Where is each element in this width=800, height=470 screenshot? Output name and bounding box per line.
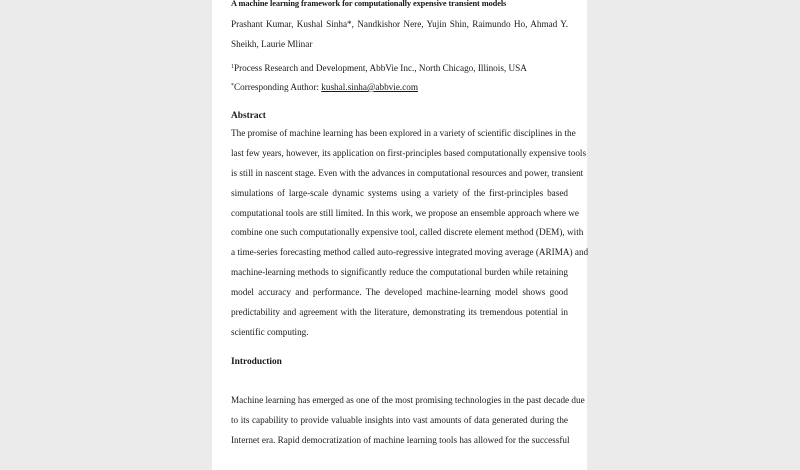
abstract-line: is still in nascent stage. Even with the advances in computational resources and power, transient	[231, 167, 584, 178]
paper-title: A machine learning framework for computationally expensive transient models	[231, 0, 507, 8]
corresponding-mark: *	[231, 83, 234, 89]
abstract-line: The promise of machine learning has been explored in a variety of scientific disciplines in the	[231, 128, 576, 138]
abstract-line: scientific computing.	[231, 326, 309, 337]
corresponding-email-link[interactable]: kushal.sinha@abbvie.com	[321, 82, 419, 92]
abstract-line: machine-learning methods to significantly reduce the computational burden while retaining	[231, 267, 568, 278]
abstract-line: predictability and agreement with the literature, demonstrating its tremendous potential in	[231, 307, 568, 318]
introduction-line: to its capability to provide valuable insights into vast amounts of data generated during the	[231, 414, 568, 425]
author-line: Prashant Kumar, Kushal Sinha*, Nandkishor Nere, Yujin Shin, Raimundo Ho, Ahmad Y.	[231, 19, 568, 29]
author-list	[231, 14, 568, 54]
affiliation	[231, 63, 527, 73]
abstract-line: last few years, however, its application on first-principles based computationally expensive tools	[231, 147, 587, 158]
introduction-paragraph	[231, 391, 585, 451]
abstract-heading: Abstract	[231, 111, 266, 121]
author-line: Sheikh, Laurie Mlinar	[231, 38, 313, 49]
abstract-line: combine one such computationally expensive tool, called discrete element method (DEM), with	[231, 227, 584, 238]
introduction-heading: Introduction	[231, 357, 282, 367]
abstract-paragraph	[231, 124, 589, 343]
abstract-line: computational tools are still limited. In this work, we propose an ensemble approach where we	[231, 207, 580, 218]
corresponding-author	[231, 82, 418, 92]
abstract-line: model accuracy and performance. The developed machine-learning model shows good	[231, 287, 568, 298]
corresponding-label: Corresponding Author:	[234, 82, 322, 92]
abstract-line: a time-series forecasting method called auto-regressive integrated moving average (ARIMA) and	[231, 247, 589, 258]
introduction-line: Machine learning has emerged as one of the most promising technologies in the past decade due	[231, 395, 585, 405]
abstract-line: simulations of large-scale dynamic systems using a variety of the first-principles based	[231, 187, 568, 198]
affiliation-mark: 1	[231, 64, 234, 70]
introduction-line: Internet era. Rapid democratization of machine learning tools has allowed for the successful	[231, 434, 570, 445]
affiliation-text: Process Research and Development, AbbVie Inc., North Chicago, Illinois, USA	[234, 63, 527, 73]
paper-page	[212, 0, 587, 470]
